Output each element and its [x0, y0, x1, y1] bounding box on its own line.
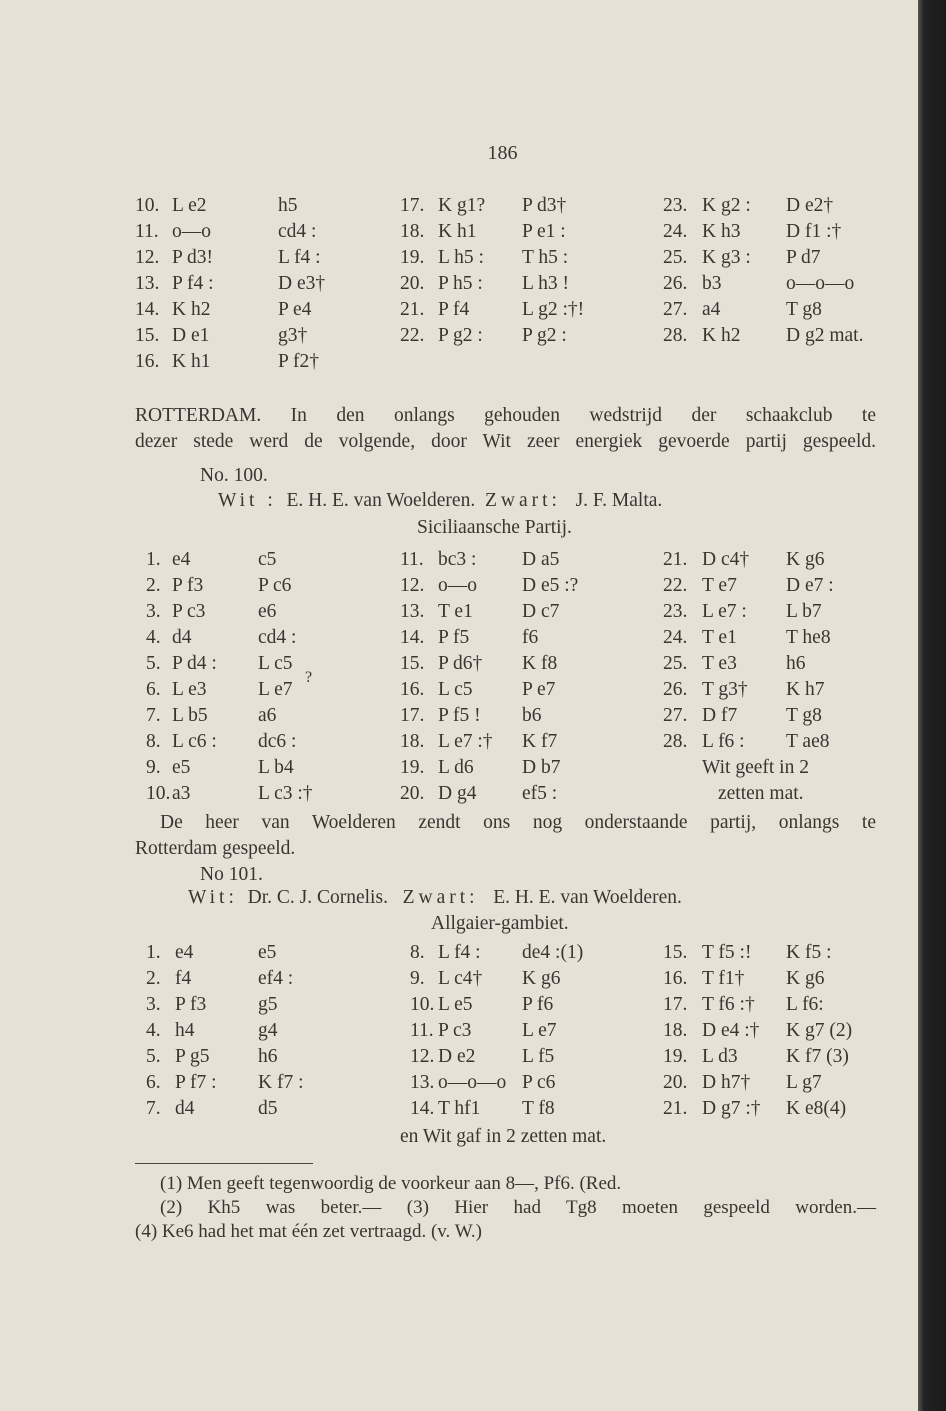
- move-number: 23.: [663, 195, 688, 216]
- white-move: D e2: [438, 1046, 476, 1067]
- black-move: L f6:: [786, 994, 824, 1015]
- black-move: K g6: [786, 549, 825, 570]
- move-row: [0, 625, 918, 651]
- black-move: ef4 :: [258, 968, 294, 989]
- black-move: D e2†: [786, 195, 834, 216]
- move-number: 6.: [146, 679, 161, 700]
- move-number: 13.: [400, 601, 425, 622]
- game101-zwart-label: Zwart:: [402, 887, 479, 908]
- move-number: 1.: [146, 549, 161, 570]
- black-move: T h5 :: [522, 247, 569, 268]
- black-move: K e8(4): [786, 1098, 847, 1119]
- white-move: L e7 :: [702, 601, 747, 622]
- intro-line-1: ROTTERDAM. In den onlangs gehouden wedstrijd der schaakclub te: [135, 405, 876, 426]
- move-number: 5.: [146, 1046, 161, 1067]
- move-number: 8.: [146, 731, 161, 752]
- move-number: 16.: [663, 968, 688, 989]
- move-number: 18.: [400, 221, 425, 242]
- white-move: L e7 :†: [438, 731, 493, 752]
- move-row: [0, 966, 918, 992]
- white-move: P d4 :: [172, 653, 217, 674]
- move-number: 20.: [400, 783, 425, 804]
- black-move: P g2 :: [522, 325, 567, 346]
- white-move: D e4 :†: [702, 1020, 760, 1041]
- black-move: g3†: [278, 325, 308, 346]
- move-row: [0, 349, 918, 375]
- white-move: D h7†: [702, 1072, 751, 1093]
- game101-players: [188, 885, 682, 911]
- black-move: K f7: [522, 731, 558, 752]
- black-move: L f4 :: [278, 247, 321, 268]
- white-move: d4: [172, 627, 192, 648]
- move-number: 19.: [400, 247, 425, 268]
- move-number: 12.: [410, 1046, 435, 1067]
- black-move: K f8: [522, 653, 558, 674]
- black-move: b6: [522, 705, 542, 726]
- black-move: P d3†: [522, 195, 567, 216]
- white-move: K g3 :: [702, 247, 751, 268]
- move-number: 18.: [400, 731, 425, 752]
- black-move: P e1 :: [522, 221, 566, 242]
- move-number: 12.: [135, 247, 160, 268]
- move-number: 21.: [663, 1098, 688, 1119]
- move-row: [0, 245, 918, 271]
- white-move: P f3: [175, 994, 207, 1015]
- black-move: e6: [258, 601, 277, 622]
- footnote-1: (1) Men geeft tegenwoordig de voorkeur aan 8—, Pf6. (Red.: [160, 1173, 622, 1194]
- move-row: [0, 940, 918, 966]
- black-move: h6: [786, 653, 806, 674]
- white-move: P c3: [438, 1020, 472, 1041]
- move-number: 15.: [663, 942, 688, 963]
- black-move: D e7 :: [786, 575, 834, 596]
- white-move: T e1: [438, 601, 473, 622]
- move-number: 3.: [146, 601, 161, 622]
- black-move: K g6: [786, 968, 825, 989]
- white-move: L b5: [172, 705, 208, 726]
- move-number: 14.: [410, 1098, 435, 1119]
- move-number: 7.: [146, 705, 161, 726]
- black-move: d5: [258, 1098, 278, 1119]
- white-move: o—o: [172, 221, 211, 242]
- white-move: D g4: [438, 783, 477, 804]
- black-move: P c6: [258, 575, 292, 596]
- white-move: L f6 :: [702, 731, 745, 752]
- white-move: T hf1: [438, 1098, 481, 1119]
- white-move: P f4 :: [172, 273, 214, 294]
- move-number: 27.: [663, 705, 688, 726]
- move-number: 8.: [410, 942, 425, 963]
- footnote-3: (4) Ke6 had het mat één zet vertraagd. (v. W.): [135, 1221, 482, 1242]
- move-row: [0, 271, 918, 297]
- move-number: 5.: [146, 653, 161, 674]
- white-move: L c5: [438, 679, 473, 700]
- move-number: 25.: [663, 653, 688, 674]
- move-row: [0, 1044, 918, 1070]
- move-number: 13.: [135, 273, 160, 294]
- move-number: 19.: [663, 1046, 688, 1067]
- move-number: 16.: [135, 351, 160, 372]
- move-row: [0, 573, 918, 599]
- move-number: 11.: [410, 1020, 434, 1041]
- intro-line-2: dezer stede werd de volgende, door Wit zeer energiek gevoerde partij gespeeld.: [135, 431, 876, 452]
- game100-wit-label: Wit :: [218, 490, 277, 511]
- move-row: [0, 677, 918, 703]
- game100-zwart-name: J. F. Malta.: [575, 490, 663, 511]
- white-move: K h2: [702, 325, 741, 346]
- white-move: L e5: [438, 994, 473, 1015]
- move-row: [0, 1018, 918, 1044]
- white-move: L c4†: [438, 968, 483, 989]
- white-move: h4: [175, 1020, 195, 1041]
- white-move: D g7 :†: [702, 1098, 761, 1119]
- move-row: [0, 651, 918, 677]
- game101-result: en Wit gaf in 2 zetten mat.: [400, 1126, 607, 1147]
- move-row: [0, 193, 918, 219]
- move-number: 17.: [400, 705, 425, 726]
- white-move: D f7: [702, 705, 738, 726]
- white-move: K h1: [438, 221, 477, 242]
- move-number: 23.: [663, 601, 688, 622]
- move-number: 18.: [663, 1020, 688, 1041]
- intro2-line-2: Rotterdam gespeeld.: [135, 838, 296, 859]
- move-number: 25.: [663, 247, 688, 268]
- game100-wit-name: E. H. E. van Woelderen.: [286, 490, 476, 511]
- black-move: o—o—o: [786, 273, 855, 294]
- black-move: h5: [278, 195, 298, 216]
- move-number: 10.: [410, 994, 435, 1015]
- move-number: 9.: [146, 757, 161, 778]
- move-number: 26.: [663, 273, 688, 294]
- move-number: 15.: [400, 653, 425, 674]
- white-move: f4: [175, 968, 192, 989]
- white-move: T f6 :†: [702, 994, 755, 1015]
- black-move: dc6 :: [258, 731, 297, 752]
- white-move: o—o—o: [438, 1072, 507, 1093]
- white-move: L c6 :: [172, 731, 217, 752]
- black-move: h6: [258, 1046, 278, 1067]
- white-move: P f7 :: [175, 1072, 217, 1093]
- black-move: cd4 :: [278, 221, 317, 242]
- white-move: K h2: [172, 299, 211, 320]
- move-row: [0, 219, 918, 245]
- black-move: D c7: [522, 601, 560, 622]
- move-number: 12.: [400, 575, 425, 596]
- white-move: d4: [175, 1098, 195, 1119]
- black-move: L c3 :†: [258, 783, 313, 804]
- move-row: [0, 297, 918, 323]
- black-move: g4: [258, 1020, 278, 1041]
- white-move: T g3†: [702, 679, 748, 700]
- white-move: o—o: [438, 575, 477, 596]
- move-number: 28.: [663, 731, 688, 752]
- move-number: 14.: [135, 299, 160, 320]
- black-move: D g2 mat.: [786, 325, 864, 346]
- white-move: K h1: [172, 351, 211, 372]
- black-move: L g7: [786, 1072, 822, 1093]
- white-move: T e1: [702, 627, 737, 648]
- white-move: P g2 :: [438, 325, 483, 346]
- footnote-rule: [135, 1163, 313, 1164]
- move-number: 21.: [663, 549, 688, 570]
- move-number: 27.: [663, 299, 688, 320]
- white-move: e4: [172, 549, 191, 570]
- game101-moves: [0, 940, 918, 1122]
- intro2-paragraph: [160, 810, 876, 836]
- move-row: [0, 729, 918, 755]
- game101-opening: Allgaier-gambiet.: [431, 913, 569, 934]
- black-move: g5: [258, 994, 278, 1015]
- white-move: L e3: [172, 679, 207, 700]
- black-move: P c6: [522, 1072, 556, 1093]
- white-move: P f3: [172, 575, 204, 596]
- black-move: a6: [258, 705, 277, 726]
- black-move: D e3†: [278, 273, 326, 294]
- move-number: 11.: [135, 221, 159, 242]
- book-edge: [918, 0, 946, 1411]
- move-number: 19.: [400, 757, 425, 778]
- white-move: b3: [702, 273, 722, 294]
- intro-paragraph: [135, 403, 876, 455]
- move-row: [0, 703, 918, 729]
- move-number: 22.: [400, 325, 425, 346]
- black-move: K f5 :: [786, 942, 832, 963]
- white-move: P h5 :: [438, 273, 483, 294]
- black-move: D e5 :?: [522, 575, 579, 596]
- white-move: P f5 !: [438, 705, 481, 726]
- move-number: 16.: [400, 679, 425, 700]
- black-move: D b7: [522, 757, 561, 778]
- black-move: T g8: [786, 299, 822, 320]
- move-number: 21.: [400, 299, 425, 320]
- move-number: 9.: [410, 968, 425, 989]
- white-move: D c4†: [702, 549, 750, 570]
- move-number: 14.: [400, 627, 425, 648]
- white-move: e5: [172, 757, 191, 778]
- move-number: 17.: [663, 994, 688, 1015]
- game1-moves: [0, 193, 918, 375]
- black-move: K g7 (2): [786, 1020, 853, 1041]
- move-number: 2.: [146, 968, 161, 989]
- move-number: 7.: [146, 1098, 161, 1119]
- move-number: 24.: [663, 627, 688, 648]
- white-move: P f4: [438, 299, 470, 320]
- move-number: 15.: [135, 325, 160, 346]
- game100-zwart-label: Zwart:: [484, 490, 561, 511]
- move-number: 10.: [146, 783, 171, 804]
- move-number: 24.: [663, 221, 688, 242]
- black-move: de4 :(1): [522, 942, 584, 963]
- game101-wit-name: Dr. C. J. Cornelis.: [247, 887, 388, 908]
- page-number: 186: [487, 142, 518, 164]
- black-move: L e7: [258, 679, 293, 700]
- move-row: [0, 323, 918, 349]
- black-move: P e4: [278, 299, 312, 320]
- move-number: 4.: [146, 1020, 161, 1041]
- black-move: L b7: [786, 601, 822, 622]
- white-move: L f4 :: [438, 942, 481, 963]
- black-move: cd4 :: [258, 627, 297, 648]
- white-move: K g1?: [438, 195, 486, 216]
- black-move: P e7: [522, 679, 556, 700]
- game100-result-line-2: zetten mat.: [718, 783, 804, 804]
- white-move: K g2 :: [702, 195, 751, 216]
- game101-number: No 101.: [200, 864, 263, 885]
- white-move: P f5: [438, 627, 470, 648]
- game100-opening: Siciliaansche Partij.: [417, 517, 572, 538]
- move-row: [0, 1096, 918, 1122]
- white-move: L e2: [172, 195, 207, 216]
- black-move: T g8: [786, 705, 822, 726]
- black-move: T he8: [786, 627, 831, 648]
- white-move: P d6†: [438, 653, 483, 674]
- game100-result-line-1: Wit geeft in 2: [702, 757, 809, 778]
- black-move: K f7 (3): [786, 1046, 849, 1067]
- white-move: a4: [702, 299, 721, 320]
- black-move: T f8: [522, 1098, 555, 1119]
- black-move: K h7: [786, 679, 825, 700]
- white-move: e4: [175, 942, 194, 963]
- game1-move-grid: [0, 193, 918, 375]
- white-move: P c3: [172, 601, 206, 622]
- white-move: D e1: [172, 325, 210, 346]
- white-move: L d3: [702, 1046, 738, 1067]
- move-number: 17.: [400, 195, 425, 216]
- move-row: [0, 547, 918, 573]
- move-number: 13.: [410, 1072, 435, 1093]
- white-move: T e7: [702, 575, 737, 596]
- white-move: T f1†: [702, 968, 745, 989]
- move-number: 28.: [663, 325, 688, 346]
- black-move: T ae8: [786, 731, 830, 752]
- game100-brace-mark: ?: [305, 669, 313, 686]
- white-move: T f5 :!: [702, 942, 752, 963]
- move-number: 2.: [146, 575, 161, 596]
- black-move: P d7: [786, 247, 821, 268]
- move-number: 26.: [663, 679, 688, 700]
- game100-number: No. 100.: [200, 465, 268, 486]
- game101-wit-label: Wit:: [188, 887, 238, 908]
- intro2-line-1: De heer van Woelderen zendt ons nog onderstaande partij, onlangs te: [160, 812, 876, 833]
- black-move: P f2†: [278, 351, 319, 372]
- move-number: 20.: [400, 273, 425, 294]
- move-row: [0, 599, 918, 625]
- black-move: D a5: [522, 549, 560, 570]
- white-move: a3: [172, 783, 191, 804]
- white-move: P g5: [175, 1046, 210, 1067]
- black-move: L f5: [522, 1046, 555, 1067]
- move-number: 22.: [663, 575, 688, 596]
- move-number: 6.: [146, 1072, 161, 1093]
- move-row: [0, 992, 918, 1018]
- move-number: 10.: [135, 195, 160, 216]
- move-number: 3.: [146, 994, 161, 1015]
- white-move: bc3 :: [438, 549, 477, 570]
- black-move: f6: [522, 627, 539, 648]
- black-move: L c5: [258, 653, 293, 674]
- black-move: P f6: [522, 994, 554, 1015]
- move-row: [0, 1070, 918, 1096]
- white-move: T e3: [702, 653, 737, 674]
- black-move: D f1 :†: [786, 221, 842, 242]
- white-move: L h5 :: [438, 247, 484, 268]
- white-move: L d6: [438, 757, 474, 778]
- move-number: 20.: [663, 1072, 688, 1093]
- black-move: c5: [258, 549, 277, 570]
- black-move: e5: [258, 942, 277, 963]
- black-move: L e7: [522, 1020, 557, 1041]
- move-number: 1.: [146, 942, 161, 963]
- black-move: L h3 !: [522, 273, 569, 294]
- move-number: 11.: [400, 549, 424, 570]
- black-move: L b4: [258, 757, 294, 778]
- move-number: 4.: [146, 627, 161, 648]
- black-move: K g6: [522, 968, 561, 989]
- black-move: K f7 :: [258, 1072, 304, 1093]
- black-move: ef5 :: [522, 783, 558, 804]
- white-move: P d3!: [172, 247, 213, 268]
- game101-zwart-name: E. H. E. van Woelderen.: [493, 887, 682, 908]
- footnote-2: (2) Kh5 was beter.— (3) Hier had Tg8 moeten gespeeld worden.—: [160, 1197, 876, 1218]
- white-move: K h3: [702, 221, 741, 242]
- game101-move-grid: [0, 940, 918, 1122]
- game100-players: [218, 488, 662, 514]
- black-move: L g2 :†!: [522, 299, 585, 320]
